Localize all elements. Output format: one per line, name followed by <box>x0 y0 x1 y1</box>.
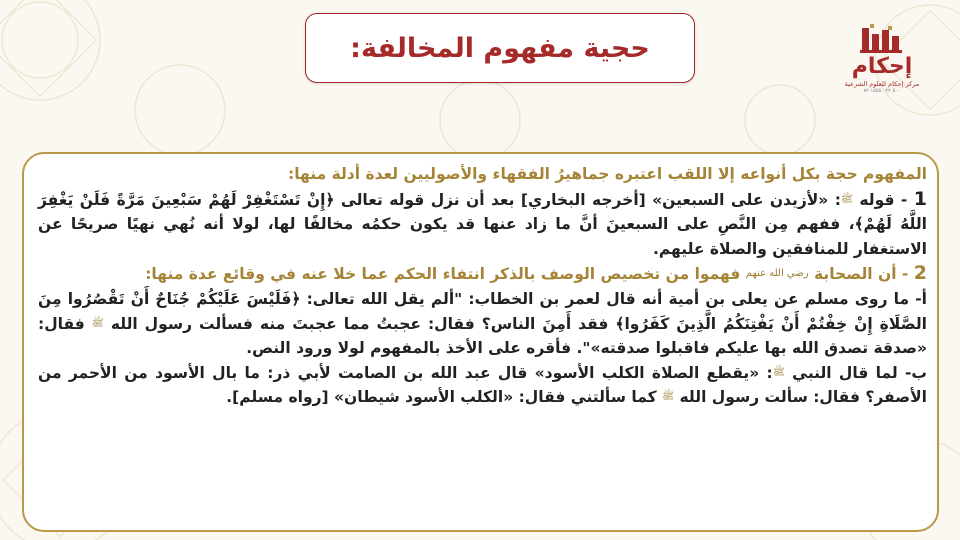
radiya-symbol: رضي الله عنهم <box>745 268 809 280</box>
content-body <box>38 162 927 410</box>
slide-title-box <box>305 13 695 83</box>
content-box <box>22 152 939 532</box>
intro-heading: المفهوم حجة بكل أنواعه إلا اللقب اعتبره جماهيرُ الفقهاء والأصوليين لعدة أدلة منها: <box>288 165 927 183</box>
logo-subtitle-secondary: ٥٠٠ ٠٢٢ ١٥٥٥ ٨٢ <box>863 88 901 94</box>
logo-wordmark: إحكام <box>851 54 913 79</box>
salla-symbol: ﷺ <box>772 366 785 378</box>
logo-subtitle: مركز إحكام للعلوم الشرعية <box>844 80 920 88</box>
point-a <box>38 287 927 361</box>
paragraph-1-number: 1 <box>913 187 927 210</box>
point-a-text-2: فقال: «صدقة تصدق الله بها عليكم فاقبلوا صدقته»". فأقره على الأخذ بالمفهوم لولا ورود النص. <box>38 314 927 358</box>
paragraph-1 <box>38 187 927 262</box>
logo-mark-icon <box>850 24 914 56</box>
point-b-text-1: ب- لما قال النبي <box>792 363 927 382</box>
paragraph-1-lead: - قوله <box>859 190 908 209</box>
point-b <box>38 361 927 410</box>
salla-symbol: ﷺ <box>662 391 675 403</box>
point-a-text-1: أ- ما روى مسلم عن يعلى بن أمية أنه قال لعمر بن الخطاب: "ألم يقل الله تعالى: ﴿فَلَيْسَ عَلَيْكُمْ جُنَاحٌ أَنْ تَقْصُرُوا مِنَ الصَّلَاةِ إِنْ خِفْتُمْ أَنْ يَفْتِنَكُمُ الَّذِينَ كَفَرُوا﴾ فقد أَمِنَ الناس؟ فقال: عجبتُ مما عجبتَ منه فسألت رسول الله <box>38 289 927 333</box>
paragraph-2-text: فهموا من تخصيص الوصف بالذكر انتفاء الحكم عما خلا عنه في وقائع عدة منها: <box>145 265 741 284</box>
slide-title: حجية مفهوم المخالفة: <box>350 32 650 64</box>
salla-symbol: ﷺ <box>840 193 853 205</box>
paragraph-2-number: 2 <box>913 262 927 285</box>
logo <box>842 24 922 94</box>
salla-symbol: ﷺ <box>91 317 104 329</box>
paragraph-2-lead: - أن الصحابة <box>813 265 909 284</box>
point-b-text-3: كما سألتني فقال: «الكلب الأسود شيطان» [رواه مسلم]. <box>226 388 657 407</box>
paragraph-1-text: : «لأزيدن على السبعين» [أخرجه البخاري] بعد أن نزل قوله تعالى ﴿إِنْ تَسْتَغْفِرْ لَهُمْ سَبْعِينَ مَرَّةً فَلَنْ يَغْفِرَ اللَّهُ لَهُمْ﴾، ففهم مِن النَّصِ على السبعينَ أنَّ ما زاد عنها قد يكون حكمُه مخالفًا لها، لولا أنه نُهي نهيًا صريحًا عن الاستغفار للمنافقين والصلاة عليهم. <box>38 190 927 258</box>
paragraph-2 <box>38 261 927 287</box>
point-b-text-2: : «يقطع الصلاة الكلب الأسود» قال عبد الله بن الصامت لأبي ذر: ما بال الأسود من الأحمر من الأصفر؟ فقال: سألت رسول الله <box>38 363 927 407</box>
